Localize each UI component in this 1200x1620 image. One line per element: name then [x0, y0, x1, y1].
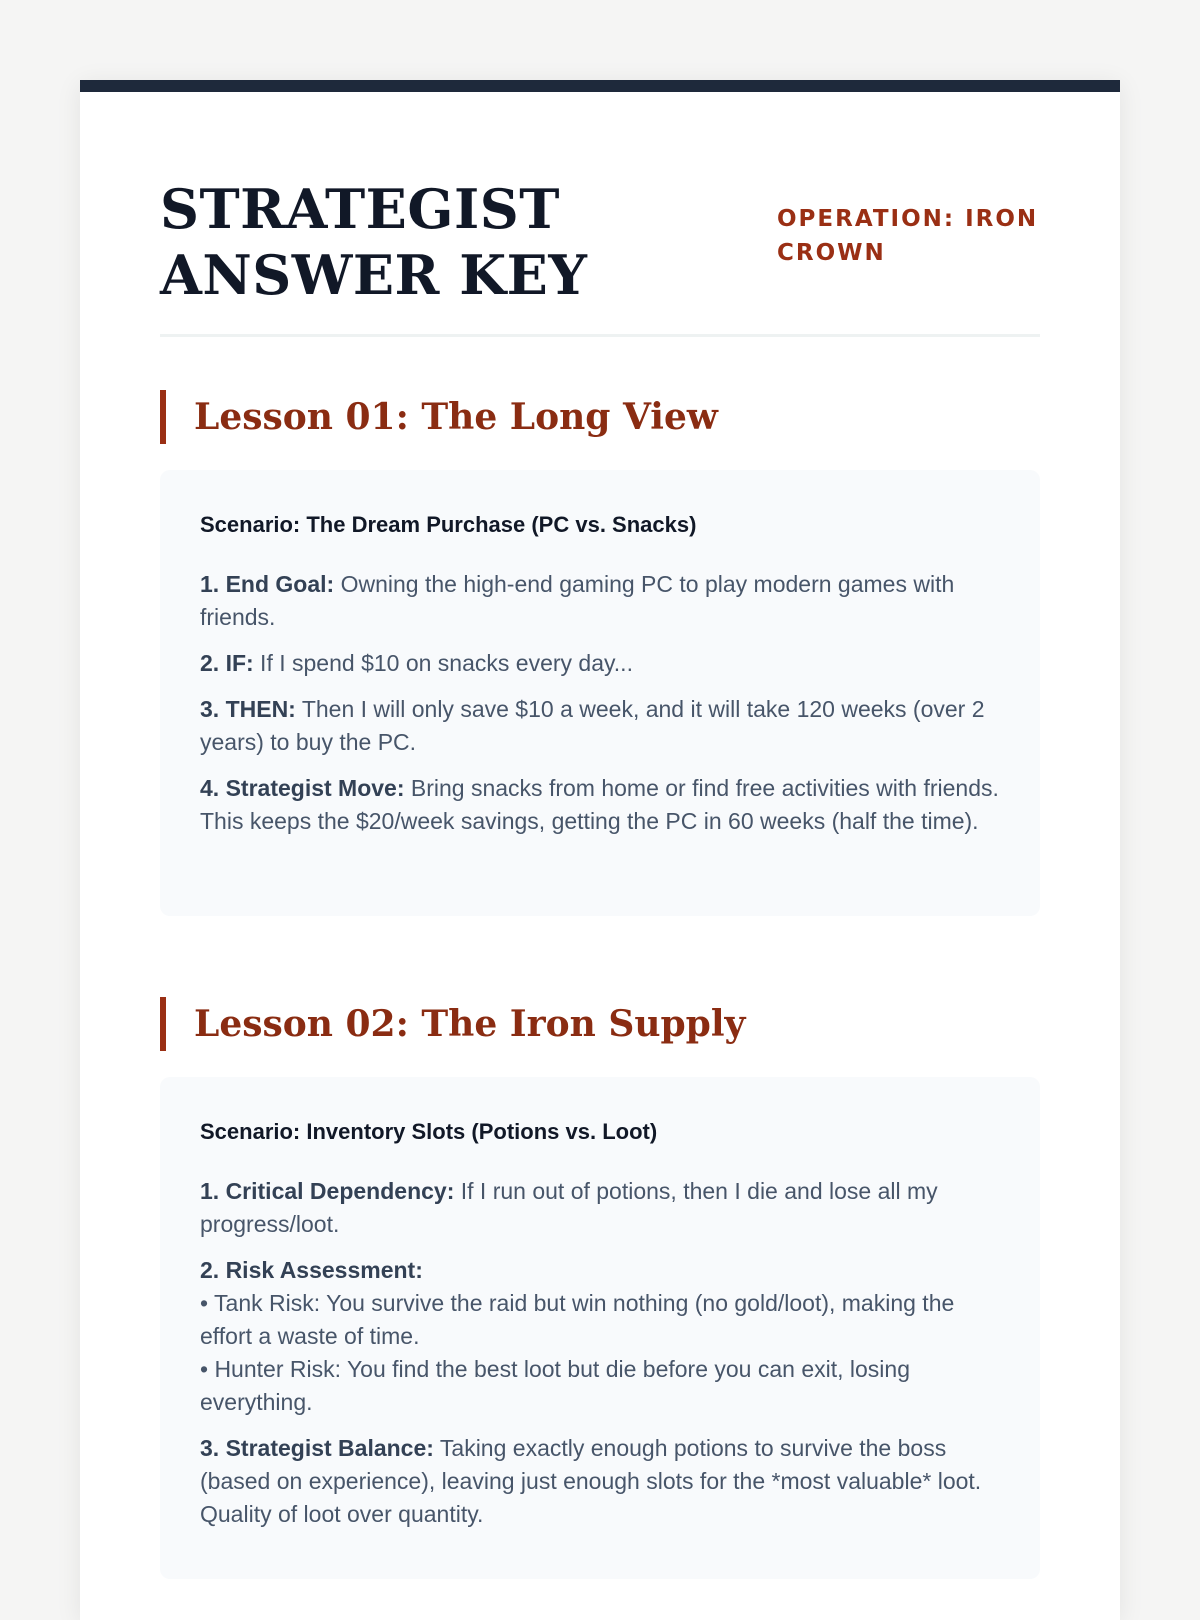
step-label: 3. Strategist Balance:: [200, 1435, 434, 1461]
lesson-02-step-1: [200, 1175, 1000, 1241]
lesson-02-card: [160, 1077, 1040, 1579]
page-header: [160, 92, 1040, 337]
lesson-01-card: [160, 470, 1040, 916]
lesson-02-step-3: [200, 1432, 1000, 1531]
lesson-02-step-2: [200, 1254, 1000, 1419]
step-text: Then I will only save $10 a week, and it will take 120 weeks (over 2 years) to buy the PC.: [200, 696, 985, 755]
lesson-01-step-2: [200, 647, 1000, 680]
page-title: STRATEGIST ANSWER KEY: [160, 177, 588, 307]
lesson-01-heading: Lesson 01: The Long View: [160, 390, 718, 444]
lesson-01-step-1: [200, 568, 1000, 634]
step-label: 1. End Goal:: [200, 571, 335, 597]
step-label: 2. Risk Assessment:: [200, 1257, 423, 1283]
operation-label: OPERATION: IRON CROWN: [777, 206, 1039, 266]
step-label: 3. THEN:: [200, 696, 296, 722]
lesson-02-heading: Lesson 02: The Iron Supply: [160, 997, 745, 1051]
step-text: If I spend $10 on snacks every day...: [253, 650, 633, 676]
lesson-01-step-4: [200, 772, 1000, 838]
lesson-01-scenario: Scenario: The Dream Purchase (PC vs. Snacks): [200, 512, 697, 537]
step-text: Owning the high-end gaming PC to play modern games with friends.: [200, 571, 955, 630]
step-label: 2. IF:: [200, 650, 254, 676]
lesson-01-step-3: [200, 693, 1000, 759]
step-text: Taking exactly enough potions to survive the boss (based on experience), leaving just enough slots for the *most valuable* loot. Quality of loot over quantity.: [200, 1435, 982, 1527]
step-label: 4. Strategist Move:: [200, 775, 405, 801]
bullet-tank-risk: • Tank Risk: You survive the raid but win nothing (no gold/loot), making the effort a waste of time.: [200, 1290, 955, 1349]
lesson-02-scenario: Scenario: Inventory Slots (Potions vs. Loot): [200, 1119, 658, 1144]
step-label: 1. Critical Dependency:: [200, 1178, 455, 1204]
step-text: Bring snacks from home or find free activities with friends. This keeps the $20/week savings, getting the PC in 60 weeks (half the time).: [200, 775, 999, 834]
step-text: If I run out of potions, then I die and lose all my progress/loot.: [200, 1178, 938, 1237]
bullet-hunter-risk: • Hunter Risk: You find the best loot but die before you can exit, losing everything.: [200, 1356, 910, 1415]
answer-key-page: [80, 80, 1120, 1620]
